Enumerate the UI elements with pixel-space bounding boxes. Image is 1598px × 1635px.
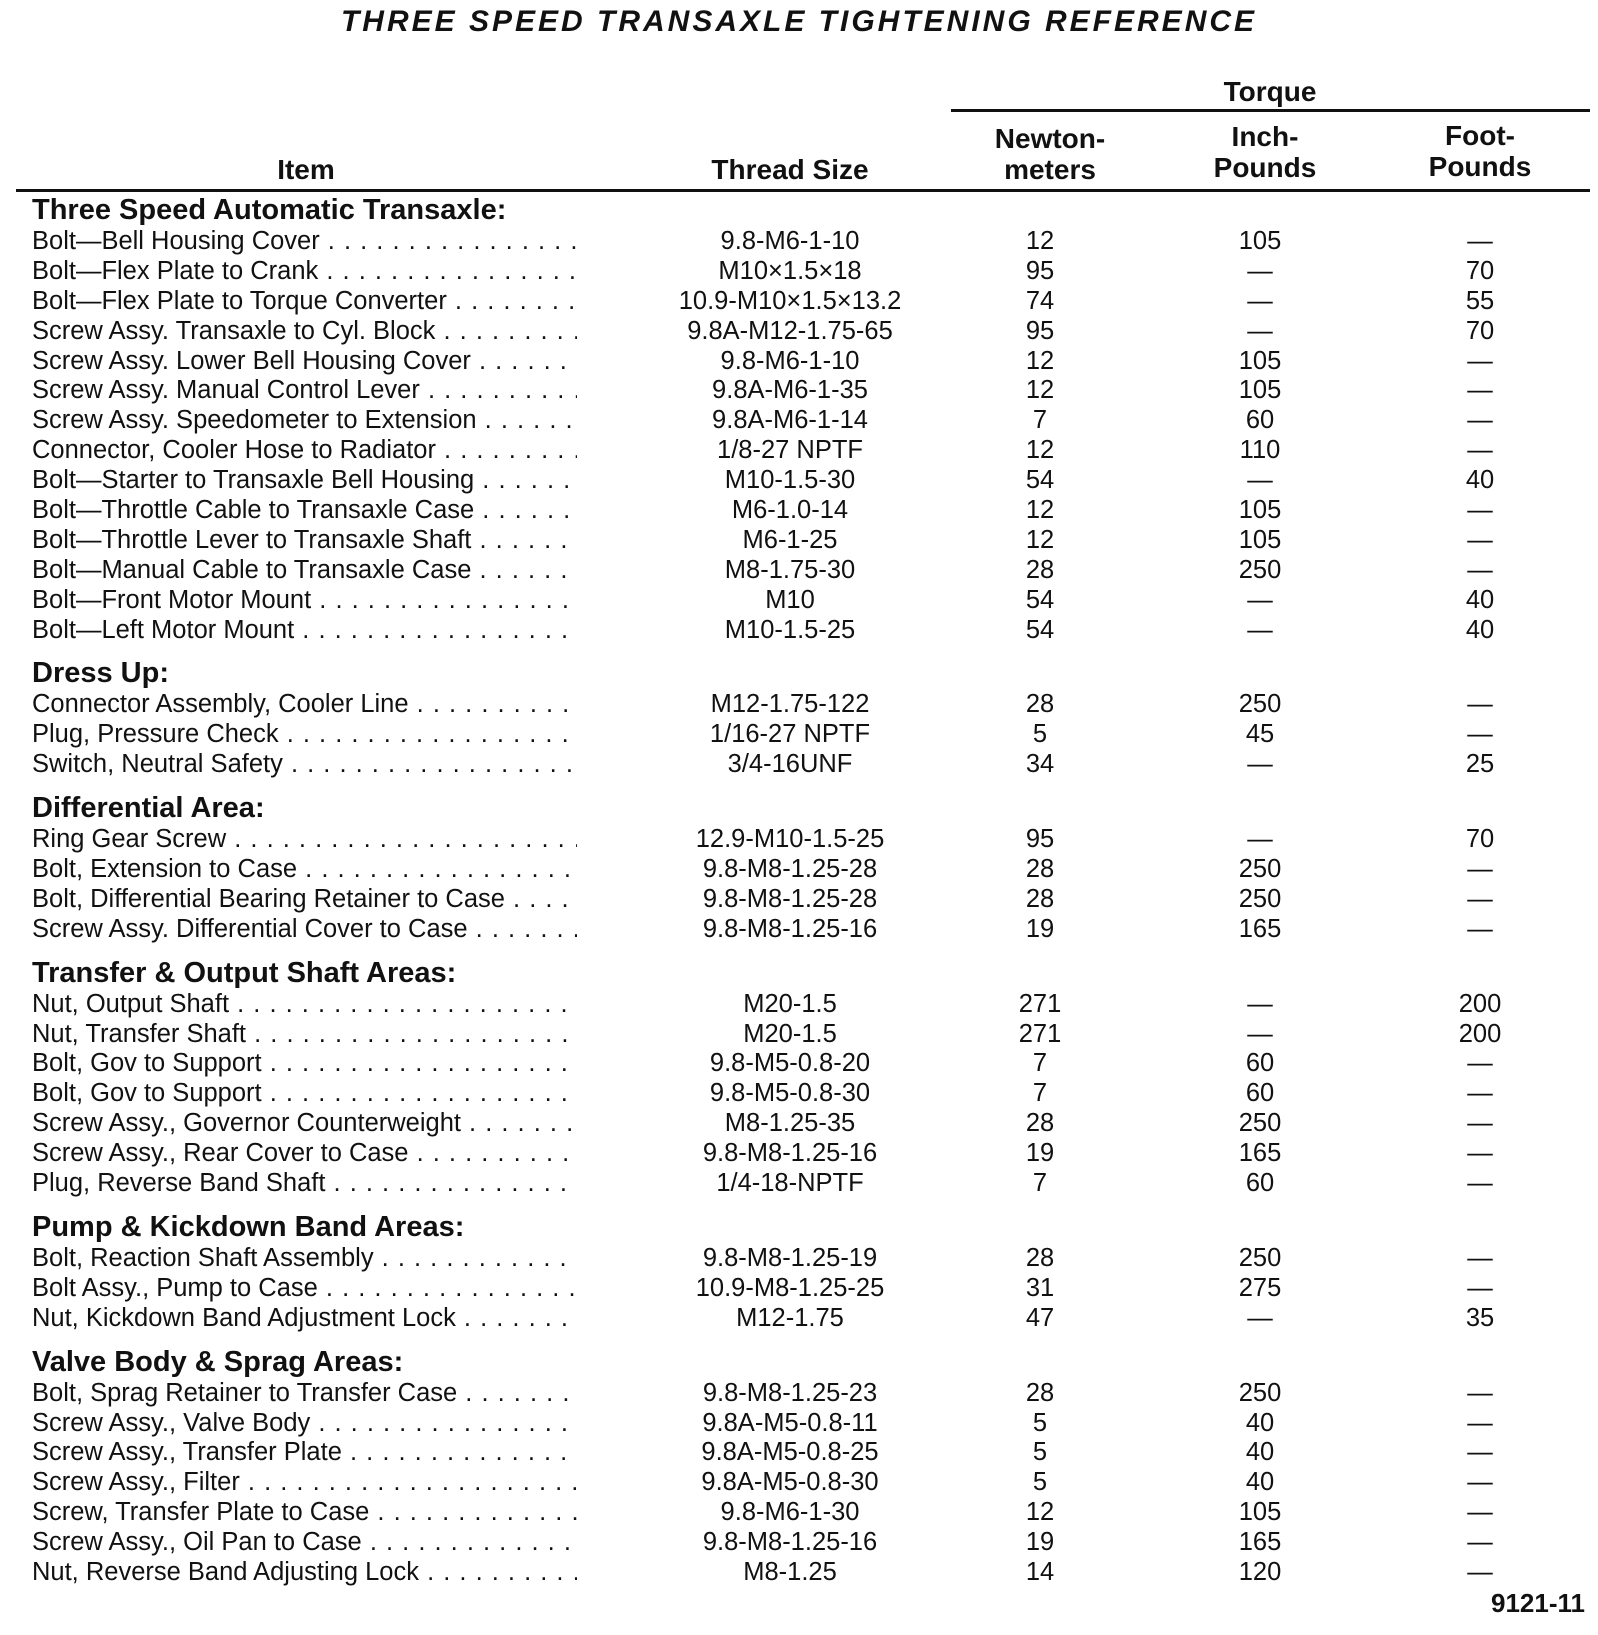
cell-newton-meters: 12: [1025, 376, 1055, 405]
cell-item: Nut, Kickdown Band Adjustment Lock . . .: [32, 1304, 577, 1334]
cell-foot-pounds: —: [1467, 227, 1493, 255]
column-header-inch-pounds: Inch- Pounds: [1213, 121, 1317, 183]
cell-foot-pounds: 25: [1465, 750, 1495, 779]
cell-item: Screw, Transfer Plate to Case . . .: [32, 1498, 577, 1528]
cell-thread-size: M10×1.5×18: [718, 256, 862, 285]
cell-thread-size: 12.9-M10-1.5-25: [695, 825, 885, 854]
table-row: [0, 1409, 1598, 1439]
cell-newton-meters: 12: [1025, 346, 1055, 375]
column-header-thread-size: Thread Size: [711, 154, 869, 185]
cell-newton-meters: 7: [1032, 1049, 1048, 1078]
cell-item: Bolt, Differential Bearing Retainer to Case . . .: [32, 885, 577, 915]
cell-newton-meters: 28: [1025, 1378, 1055, 1407]
cell-newton-meters: 28: [1025, 884, 1055, 913]
cell-item: Plug, Reverse Band Shaft . . .: [32, 1169, 577, 1199]
table-row: [0, 436, 1598, 466]
table-row: [0, 287, 1598, 317]
cell-foot-pounds: —: [1467, 406, 1493, 435]
cell-newton-meters: 34: [1025, 750, 1055, 779]
cell-foot-pounds: —: [1467, 690, 1493, 719]
cell-item: Bolt Assy., Pump to Case . . .: [32, 1274, 577, 1304]
cell-foot-pounds: 55: [1465, 286, 1495, 315]
table-row: [0, 1049, 1598, 1079]
cell-item: Nut, Transfer Shaft . . .: [32, 1020, 577, 1050]
cell-item: Nut, Reverse Band Adjusting Lock . . .: [32, 1558, 577, 1588]
cell-inch-pounds: 60: [1245, 1169, 1275, 1198]
cell-item: Screw Assy. Transaxle to Cyl. Block . . .: [32, 317, 577, 347]
cell-foot-pounds: 70: [1465, 316, 1495, 345]
table-row: [0, 227, 1598, 257]
cell-item: Screw Assy. Differential Cover to Case . . .: [32, 915, 577, 945]
cell-newton-meters: 47: [1025, 1303, 1055, 1332]
cell-newton-meters: 12: [1025, 496, 1055, 525]
cell-item: Bolt, Extension to Case . . .: [32, 855, 577, 885]
cell-newton-meters: 5: [1032, 1408, 1048, 1437]
table-row: [0, 885, 1598, 915]
column-header-item: Item: [277, 154, 335, 185]
cell-item: Screw Assy. Lower Bell Housing Cover . . .: [32, 347, 577, 377]
cell-newton-meters: 28: [1025, 1243, 1055, 1272]
cell-inch-pounds: 250: [1238, 884, 1282, 913]
cell-thread-size: M8-1.75-30: [724, 555, 856, 584]
cell-item: Connector Assembly, Cooler Line . . .: [32, 690, 577, 720]
cell-foot-pounds: 200: [1458, 1019, 1502, 1048]
cell-foot-pounds: —: [1467, 1109, 1493, 1138]
cell-foot-pounds: —: [1467, 496, 1493, 525]
cell-newton-meters: 5: [1032, 1468, 1048, 1497]
cell-thread-size: 1/4-18-NPTF: [716, 1169, 864, 1198]
cell-foot-pounds: —: [1467, 1273, 1493, 1302]
cell-inch-pounds: 60: [1245, 1079, 1275, 1108]
cell-foot-pounds: 40: [1465, 466, 1495, 495]
cell-newton-meters: 271: [1018, 989, 1062, 1018]
cell-foot-pounds: —: [1467, 720, 1493, 749]
cell-item: Bolt—Bell Housing Cover . . .: [32, 227, 577, 257]
cell-foot-pounds: —: [1467, 436, 1493, 465]
cell-item: Bolt, Sprag Retainer to Transfer Case . . .: [32, 1379, 577, 1409]
cell-foot-pounds: 40: [1465, 585, 1495, 614]
cell-thread-size: 9.8A-M6-1-35: [712, 376, 868, 405]
table-row: [0, 1528, 1598, 1558]
cell-newton-meters: 28: [1025, 690, 1055, 719]
cell-item: Bolt, Gov to Support . . .: [32, 1049, 577, 1079]
cell-newton-meters: 28: [1025, 555, 1055, 584]
cell-newton-meters: 7: [1032, 1169, 1048, 1198]
cell-inch-pounds: 45: [1245, 720, 1275, 749]
cell-newton-meters: 19: [1025, 1139, 1055, 1168]
cell-thread-size: 10.9-M8-1.25-25: [695, 1273, 885, 1302]
section-title: Transfer & Output Shaft Areas:: [32, 956, 457, 989]
cell-inch-pounds: —: [1247, 825, 1273, 854]
cell-thread-size: M12-1.75: [736, 1303, 844, 1332]
cell-thread-size: M12-1.75-122: [710, 690, 870, 719]
cell-thread-size: 9.8A-M6-1-14: [712, 406, 868, 435]
page-title: THREE SPEED TRANSAXLE TIGHTENING REFERENCE: [340, 5, 1258, 38]
table-section: [0, 956, 1598, 1199]
cell-thread-size: M8-1.25-35: [724, 1109, 856, 1138]
cell-item: Screw Assy., Rear Cover to Case . . .: [32, 1139, 577, 1169]
cell-newton-meters: 5: [1032, 720, 1048, 749]
cell-foot-pounds: 70: [1465, 256, 1495, 285]
cell-newton-meters: 19: [1025, 914, 1055, 943]
cell-foot-pounds: 40: [1465, 615, 1495, 644]
cell-foot-pounds: 200: [1458, 989, 1502, 1018]
table-row: [0, 915, 1598, 945]
table-row: [0, 347, 1598, 377]
table-section: [0, 1345, 1598, 1588]
table-row: [0, 406, 1598, 436]
cell-newton-meters: 54: [1025, 585, 1055, 614]
cell-inch-pounds: 105: [1238, 346, 1282, 375]
cell-item: Nut, Output Shaft . . .: [32, 990, 577, 1020]
cell-inch-pounds: 250: [1238, 1109, 1282, 1138]
cell-newton-meters: 95: [1025, 825, 1055, 854]
table-row: [0, 690, 1598, 720]
table-row: [0, 1109, 1598, 1139]
cell-thread-size: 10.9-M10×1.5×13.2: [678, 286, 902, 315]
cell-inch-pounds: —: [1247, 256, 1273, 285]
cell-thread-size: 1/8-27 NPTF: [717, 436, 863, 465]
cell-foot-pounds: —: [1467, 1557, 1493, 1586]
cell-thread-size: M10: [765, 585, 815, 614]
cell-foot-pounds: —: [1467, 1169, 1493, 1198]
table-row: [0, 855, 1598, 885]
cell-thread-size: 9.8-M6-1-10: [720, 227, 860, 255]
cell-item: Bolt—Throttle Lever to Transaxle Shaft . . .: [32, 526, 577, 556]
cell-newton-meters: 12: [1025, 227, 1055, 255]
table-row: [0, 317, 1598, 347]
cell-thread-size: M10-1.5-30: [724, 466, 856, 495]
cell-inch-pounds: 165: [1238, 1139, 1282, 1168]
cell-newton-meters: 14: [1025, 1557, 1055, 1586]
cell-newton-meters: 31: [1025, 1273, 1055, 1302]
cell-foot-pounds: —: [1467, 1079, 1493, 1108]
cell-inch-pounds: 165: [1238, 1528, 1282, 1557]
table-row: [0, 1379, 1598, 1409]
cell-item: Plug, Pressure Check . . .: [32, 720, 577, 750]
cell-inch-pounds: 40: [1245, 1438, 1275, 1467]
table-row: [0, 720, 1598, 750]
cell-inch-pounds: 250: [1238, 1243, 1282, 1272]
cell-item: Bolt—Throttle Cable to Transaxle Case . . .: [32, 496, 577, 526]
table-row: [0, 1274, 1598, 1304]
table-row: [0, 990, 1598, 1020]
cell-inch-pounds: 120: [1238, 1557, 1282, 1586]
cell-newton-meters: 95: [1025, 256, 1055, 285]
cell-inch-pounds: 40: [1245, 1468, 1275, 1497]
table-row: [0, 1244, 1598, 1274]
cell-item: Screw Assy. Manual Control Lever . . .: [32, 376, 577, 406]
cell-item: Bolt—Flex Plate to Torque Converter . . .: [32, 287, 577, 317]
torque-group-header: Torque: [1223, 76, 1317, 107]
column-header-foot-pounds: Foot- Pounds: [1428, 120, 1532, 182]
cell-item: Bolt, Gov to Support . . .: [32, 1079, 577, 1109]
cell-inch-pounds: 60: [1245, 406, 1275, 435]
cell-item: Bolt—Front Motor Mount . . .: [32, 586, 577, 616]
cell-foot-pounds: —: [1467, 376, 1493, 405]
cell-foot-pounds: —: [1467, 1438, 1493, 1467]
table-row: [0, 1468, 1598, 1498]
cell-foot-pounds: —: [1467, 855, 1493, 884]
column-header-newton-meters: Newton- meters: [994, 123, 1106, 185]
cell-newton-meters: 54: [1025, 615, 1055, 644]
cell-item: Switch, Neutral Safety . . .: [32, 750, 577, 780]
cell-inch-pounds: 250: [1238, 555, 1282, 584]
cell-item: Screw Assy., Oil Pan to Case . . .: [32, 1528, 577, 1558]
cell-item: Screw Assy. Speedometer to Extension . . .: [32, 406, 577, 436]
cell-inch-pounds: 105: [1238, 227, 1282, 255]
cell-foot-pounds: —: [1467, 884, 1493, 913]
cell-inch-pounds: —: [1247, 615, 1273, 644]
cell-newton-meters: 5: [1032, 1438, 1048, 1467]
table-row: [0, 466, 1598, 496]
cell-newton-meters: 271: [1018, 1019, 1062, 1048]
table-row: [0, 526, 1598, 556]
cell-thread-size: M6-1.0-14: [731, 496, 849, 525]
cell-inch-pounds: —: [1247, 1019, 1273, 1048]
cell-thread-size: 9.8-M5-0.8-20: [709, 1049, 871, 1078]
table-row: [0, 750, 1598, 780]
cell-thread-size: 9.8A-M12-1.75-65: [687, 316, 893, 345]
cell-item: Screw Assy., Valve Body . . .: [32, 1409, 577, 1439]
table-row: [0, 1558, 1598, 1588]
cell-thread-size: M6-1-25: [742, 525, 838, 554]
cell-newton-meters: 7: [1032, 406, 1048, 435]
table-row: [0, 1020, 1598, 1050]
torque-table: [0, 193, 1598, 1599]
cell-foot-pounds: —: [1467, 1498, 1493, 1527]
cell-item: Bolt—Left Motor Mount . . .: [32, 616, 577, 646]
cell-inch-pounds: 275: [1238, 1273, 1282, 1302]
cell-thread-size: 9.8-M5-0.8-30: [709, 1079, 871, 1108]
cell-inch-pounds: 250: [1238, 855, 1282, 884]
cell-inch-pounds: —: [1247, 1303, 1273, 1332]
cell-newton-meters: 7: [1032, 1079, 1048, 1108]
cell-thread-size: 9.8A-M5-0.8-30: [701, 1468, 879, 1497]
table-row: [0, 586, 1598, 616]
cell-newton-meters: 12: [1025, 436, 1055, 465]
cell-foot-pounds: —: [1467, 346, 1493, 375]
cell-foot-pounds: —: [1467, 1408, 1493, 1437]
cell-inch-pounds: 165: [1238, 914, 1282, 943]
cell-thread-size: 3/4-16UNF: [727, 750, 853, 779]
cell-thread-size: 9.8A-M5-0.8-11: [702, 1408, 878, 1437]
table-row: [0, 376, 1598, 406]
cell-thread-size: 9.8-M8-1.25-19: [702, 1243, 878, 1272]
table-row: [0, 1079, 1598, 1109]
cell-inch-pounds: —: [1247, 316, 1273, 345]
cell-thread-size: M20-1.5: [743, 989, 837, 1018]
cell-newton-meters: 19: [1025, 1528, 1055, 1557]
cell-inch-pounds: 105: [1238, 1498, 1282, 1527]
cell-item: Screw Assy., Filter . . .: [32, 1468, 577, 1498]
table-row: [0, 825, 1598, 855]
cell-item: Ring Gear Screw . . .: [32, 825, 577, 855]
header-rule: [16, 189, 1590, 192]
torque-group-rule: [951, 109, 1590, 112]
cell-inch-pounds: 250: [1238, 690, 1282, 719]
cell-newton-meters: 54: [1025, 466, 1055, 495]
cell-inch-pounds: 105: [1238, 376, 1282, 405]
table-section: [0, 193, 1598, 645]
section-title: Valve Body & Sprag Areas:: [32, 1345, 404, 1378]
cell-thread-size: M8-1.25: [743, 1557, 837, 1586]
cell-item: Bolt—Flex Plate to Crank . . .: [32, 257, 577, 287]
table-row: [0, 1169, 1598, 1199]
cell-thread-size: 9.8-M8-1.25-28: [702, 884, 878, 913]
table-row: [0, 616, 1598, 646]
cell-inch-pounds: 105: [1238, 525, 1282, 554]
cell-foot-pounds: —: [1467, 1243, 1493, 1272]
cell-foot-pounds: —: [1467, 525, 1493, 554]
cell-foot-pounds: —: [1467, 1049, 1493, 1078]
table-row: [0, 1139, 1598, 1169]
section-title: Differential Area:: [32, 792, 265, 825]
cell-newton-meters: 74: [1025, 286, 1055, 315]
cell-inch-pounds: 40: [1245, 1408, 1275, 1437]
cell-foot-pounds: —: [1467, 914, 1493, 943]
cell-inch-pounds: —: [1247, 286, 1273, 315]
cell-thread-size: 1/16-27 NPTF: [709, 720, 871, 749]
cell-thread-size: 9.8-M8-1.25-16: [702, 1139, 878, 1168]
cell-inch-pounds: —: [1247, 989, 1273, 1018]
cell-foot-pounds: —: [1467, 1378, 1493, 1407]
table-section: [0, 1210, 1598, 1334]
cell-inch-pounds: 105: [1238, 496, 1282, 525]
cell-newton-meters: 12: [1025, 1498, 1055, 1527]
cell-inch-pounds: —: [1247, 750, 1273, 779]
cell-thread-size: 9.8-M8-1.25-16: [702, 914, 878, 943]
cell-inch-pounds: 60: [1245, 1049, 1275, 1078]
cell-foot-pounds: —: [1467, 1139, 1493, 1168]
cell-foot-pounds: —: [1467, 555, 1493, 584]
table-row: [0, 556, 1598, 586]
figure-number: 9121-11: [1491, 1588, 1585, 1618]
cell-foot-pounds: 70: [1465, 825, 1495, 854]
table-row: [0, 257, 1598, 287]
cell-item: Bolt—Manual Cable to Transaxle Case . . .: [32, 556, 577, 586]
section-title: Three Speed Automatic Transaxle:: [32, 194, 507, 226]
cell-foot-pounds: 35: [1465, 1303, 1495, 1332]
cell-thread-size: 9.8-M6-1-30: [720, 1498, 860, 1527]
cell-foot-pounds: —: [1467, 1468, 1493, 1497]
cell-thread-size: 9.8-M8-1.25-23: [702, 1378, 878, 1407]
cell-newton-meters: 12: [1025, 525, 1055, 554]
cell-inch-pounds: —: [1247, 585, 1273, 614]
cell-inch-pounds: 250: [1238, 1378, 1282, 1407]
cell-item: Bolt—Starter to Transaxle Bell Housing . . .: [32, 466, 577, 496]
cell-inch-pounds: —: [1247, 466, 1273, 495]
section-title: Dress Up:: [32, 657, 169, 690]
table-row: [0, 1438, 1598, 1468]
cell-item: Bolt, Reaction Shaft Assembly . . .: [32, 1244, 577, 1274]
table-row: [0, 1498, 1598, 1528]
cell-inch-pounds: 110: [1239, 436, 1281, 465]
cell-thread-size: M10-1.5-25: [724, 615, 856, 644]
table-row: [0, 496, 1598, 526]
cell-newton-meters: 95: [1025, 316, 1055, 345]
table-section: [0, 791, 1598, 945]
cell-thread-size: 9.8-M6-1-10: [720, 346, 860, 375]
cell-thread-size: 9.8-M8-1.25-16: [702, 1528, 878, 1557]
cell-foot-pounds: —: [1467, 1528, 1493, 1557]
cell-thread-size: 9.8A-M5-0.8-25: [701, 1438, 879, 1467]
cell-thread-size: 9.8-M8-1.25-28: [702, 855, 878, 884]
cell-item: Screw Assy., Transfer Plate . . .: [32, 1438, 577, 1468]
table-section: [0, 656, 1598, 780]
cell-newton-meters: 28: [1025, 855, 1055, 884]
cell-newton-meters: 28: [1025, 1109, 1055, 1138]
section-title: Pump & Kickdown Band Areas:: [32, 1210, 465, 1243]
cell-thread-size: M20-1.5: [743, 1019, 837, 1048]
cell-item: Screw Assy., Governor Counterweight . . .: [32, 1109, 577, 1139]
cell-item: Connector, Cooler Hose to Radiator . . .: [32, 436, 577, 466]
table-row: [0, 1304, 1598, 1334]
